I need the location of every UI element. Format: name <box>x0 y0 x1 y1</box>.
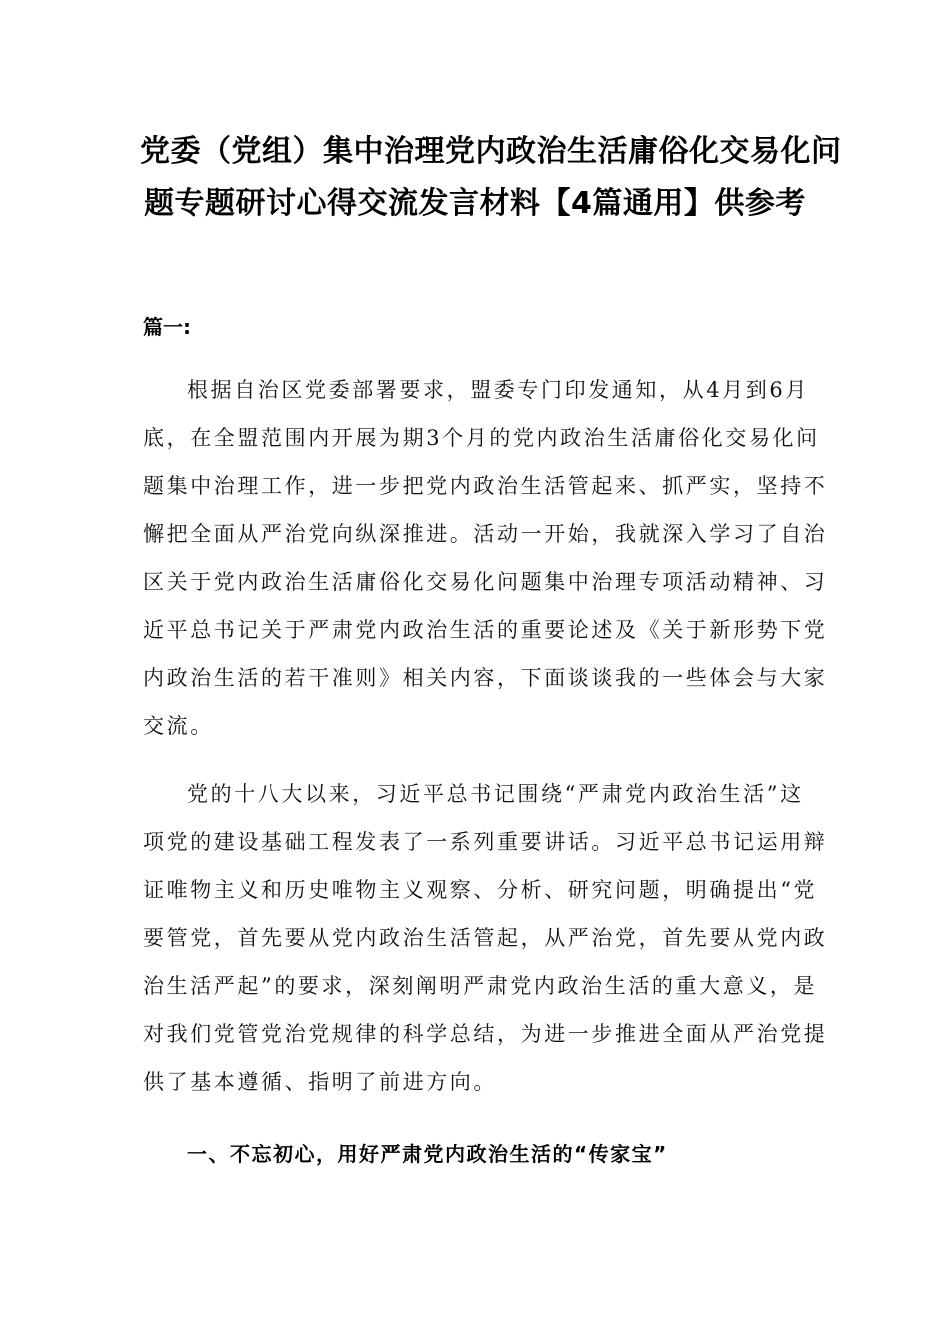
text-line: 底，在全盟范围内开展为期3个月的党内政治生活庸俗化交易化问 <box>143 426 820 450</box>
section-label: 篇一: <box>143 315 191 339</box>
text-line: 交流。 <box>143 714 214 738</box>
paragraph-1 <box>143 366 828 750</box>
text-line: 要管党，首先要从党内政治生活管起，从严治党，首先要从党内政 <box>143 926 828 950</box>
text-line: 区关于党内政治生活庸俗化交易化问题集中治理专项活动精神、习 <box>143 570 828 594</box>
section-heading: 一、不忘初心，用好严肃党内政治生活的“传家宝” <box>187 1142 668 1166</box>
paragraph-2 <box>143 770 828 1106</box>
title-line: 题专题研讨心得交流发言材料【4篇通用】供参考 <box>144 186 806 221</box>
title-line: 党委（党组）集中治理党内政治生活庸俗化交易化问 <box>140 134 842 169</box>
text-line: 懈把全面从严治党向纵深推进。活动一开始，我就深入学习了自治 <box>143 522 828 546</box>
text-line: 供了基本遵循、指明了前进方向。 <box>143 1070 497 1094</box>
text-line: 题集中治理工作，进一步把党内政治生活管起来、抓严实，坚持不 <box>143 474 828 498</box>
text-line: 内政治生活的若干准则》相关内容，下面谈谈我的一些体会与大家 <box>143 666 828 690</box>
text-line: 项党的建设基础工程发表了一系列重要讲话。习近平总书记运用辩 <box>143 830 828 854</box>
text-line: 近平总书记关于严肃党内政治生活的重要论述及《关于新形势下党 <box>143 618 828 642</box>
text-line: 治生活严起”的要求，深刻阐明严肃党内政治生活的重大意义，是 <box>143 974 818 998</box>
text-line: 证唯物主义和历史唯物主义观察、分析、研究问题，明确提出“党 <box>143 878 818 902</box>
text-line: 对我们党管党治党规律的科学总结，为进一步推进全面从严治党提 <box>143 1022 828 1046</box>
text-line: 党的十八大以来，习近平总书记围绕“严肃党内政治生活”这 <box>187 782 804 806</box>
document-title <box>140 126 842 230</box>
text-line: 根据自治区党委部署要求，盟委专门印发通知，从4月到6月 <box>187 378 809 402</box>
